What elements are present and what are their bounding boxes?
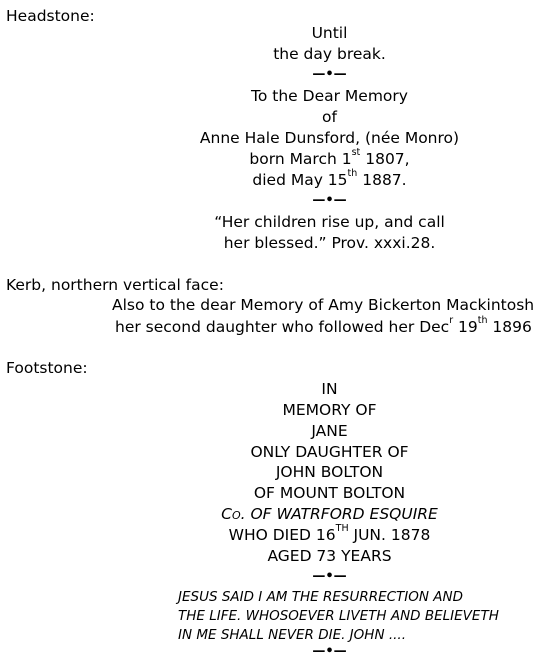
footstone-county-rest: . OF WATRFORD ESQUIRE: [240, 505, 438, 523]
headstone-born-year: 1807,: [360, 150, 410, 168]
footstone-died-date: JUN. 1878: [348, 526, 431, 544]
footstone-line-mount-bolton: OF MOUNT BOLTON: [253, 484, 406, 502]
headstone-line-died: [0, 170, 557, 190]
kerb-line-1: Also to the dear Memory of Amy Bickerton Mackintosh: [112, 296, 535, 314]
footstone-county-c: C: [221, 505, 232, 523]
footstone-line-died: [0, 525, 557, 545]
headstone-born-text: born March 1: [249, 150, 352, 168]
kerb-line-2-day: 19: [453, 318, 478, 336]
footstone-died-text: WHO DIED 16: [228, 526, 336, 544]
headstone-line-name: Anne Hale Dunsford, (née Monro): [199, 129, 460, 147]
footstone-line-john-bolton: JOHN BOLTON: [275, 463, 384, 481]
footstone-ornament-2: —•—: [312, 644, 347, 659]
kerb-line-2-sup-th: th: [477, 315, 488, 326]
headstone-ornament-1: —•—: [312, 67, 347, 82]
headstone-died-year: 1887.: [357, 171, 407, 189]
headstone-died-sup: th: [347, 168, 358, 179]
headstone-line-born: [0, 149, 557, 169]
headstone-heading: Headstone:: [6, 7, 95, 25]
footstone-line-only-daughter: ONLY DAUGHTER OF: [250, 443, 409, 461]
footstone-verse-line-1: JESUS SAID I AM THE RESURRECTION AND: [178, 589, 464, 605]
kerb-line-2: [115, 317, 532, 337]
headstone-line-of: of: [322, 108, 337, 126]
headstone-ornament-2: —•—: [312, 193, 347, 208]
kerb-line-2-sup-r: r: [449, 315, 454, 326]
kerb-heading: Kerb, northern vertical face:: [6, 276, 224, 294]
headstone-quote-line-1: “Her children rise up, and call: [214, 213, 445, 231]
kerb-line-2-year: 1896: [487, 318, 532, 336]
headstone-line-dear-memory: To the Dear Memory: [251, 87, 408, 105]
headstone-line-until: Until: [311, 24, 348, 42]
footstone-line-county: [0, 504, 557, 526]
headstone-quote-line-2: her blessed.” Prov. xxxi.28.: [223, 234, 436, 252]
headstone-line-daybreak: the day break.: [273, 45, 386, 63]
footstone-heading: Footstone:: [6, 359, 88, 377]
footstone-died-sup: TH: [335, 523, 349, 534]
kerb-line-2-text: her second daughter who followed her Dec: [115, 318, 450, 336]
footstone-line-in: IN: [321, 380, 338, 398]
footstone-line-jane: JANE: [311, 422, 348, 440]
footstone-verse-line-3: IN ME SHALL NEVER DIE. JOHN ....: [178, 627, 406, 643]
footstone-county-o: O: [231, 509, 241, 522]
footstone-line-aged: AGED 73 YEARS: [267, 547, 392, 565]
footstone-ornament-1: —•—: [312, 569, 347, 584]
headstone-died-text: died May 15: [252, 171, 348, 189]
headstone-born-sup: st: [351, 147, 361, 158]
footstone-verse-line-2: THE LIFE. WHOSOEVER LIVETH AND BELIEVETH: [178, 608, 499, 624]
footstone-line-memory-of: MEMORY OF: [282, 401, 377, 419]
